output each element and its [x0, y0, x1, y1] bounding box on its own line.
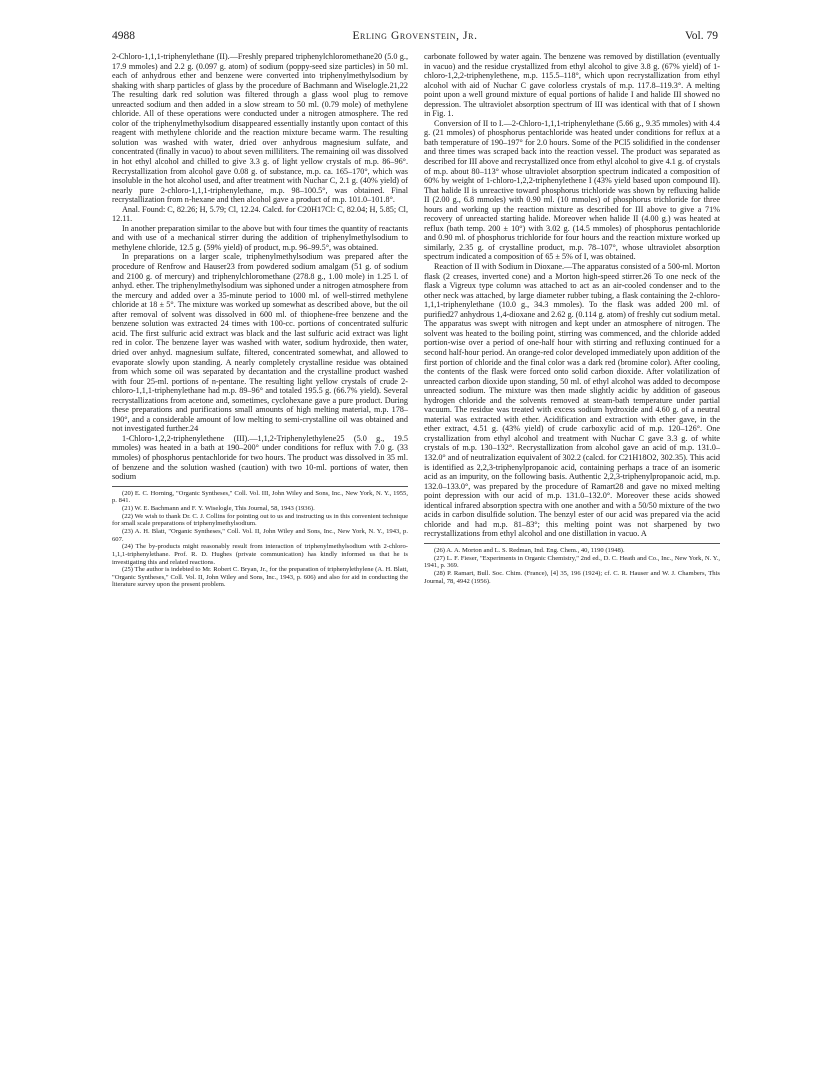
footnote-23: (23) A. H. Blatt, "Organic Syntheses," Coll. Vol. II, John Wiley and Sons, Inc., New York, N. Y., 1943, p. 607.: [112, 527, 408, 543]
paragraph-another-preparation: In another preparation similar to the above but with four times the quantity of reactants and with use of a mechanical stirrer during the addition of triphenylmethylsodium to methylene chloride, 12.5 g. (59% yield) of product, m.p. 96–99.5°, was obtained.: [112, 223, 408, 252]
paragraph-reaction-sodium-dioxane: Reaction of II with Sodium in Dioxane.—The apparatus consisted of a 500-ml. Morton flask (2 creases, inverted cone) and a Morton high-speed stirrer.26 To one neck of the flask a Vigreux type column was attached to act as an air-cooled condenser and to the other neck was attached, by large diameter rubber tubing, a flask containing the 2-chloro-1,1,1-triphenylethane (10.0 g., 34.3 mmoles). To the flask was added 200 ml. of purified27 anhydrous 1,4-dioxane and 2.62 g. (0.114 g. atom) of freshly cut sodium metal. The apparatus was swept with nitrogen and kept under an atmosphere of nitrogen. The solvent was heated to the boiling point, stirring was commenced, and the chloride added portion-wise over a period of one-half hour with stirring and refluxing continued for a second half-hour period. An orange-red color developed immediately upon addition of the first portion of chloride and the final color was a dark red (bromine color). After cooling, the contents of the flask were forced onto solid carbon dioxide. After volatilization of unreacted carbon dioxide upon standing, 50 ml. of ethyl alcohol was added to decompose unreacted sodium. The mixture was then made slightly acidic by addition of gaseous hydrogen chloride and the solvents removed at steam-bath temperature under partial vacuum. The residue was treated with excess sodium hydroxide and 4.60 g. of a neutral material was extracted with ether. Acidification and extraction with ether gave, in the ether extract, 4.51 g. (43% yield) of crude carboxylic acid of m.p. 120–126°. One crystallization from ethyl alcohol and treatment with Nuchar C gave 3.3 g. of white crystals of m.p. 130–132°. Recrystallization from alcohol gave an acid of m.p. 131.0–132.0° and of neutralization equivalent of 302.2 (calcd. for C21H18O2, 302.35). This acid is identified as 2,2,3-triphenylpropanoic acid, containing perhaps a trace of an isomeric acid as an impurity, on the following basis. Authentic 2,2,3-triphenylpropanoic acid, m.p. 132.0–133.0°, was prepared by the procedure of Ramart28 and gave no mixed melting point depression with our acid of m.p. 131.0–132.0°. Moreover these acids showed identical infrared absorption spectra with one another and with a 50/50 mixture of the two acids in carbon disulfide solution. The benzyl ester of our acid was prepared via the acid chloride and had m.p. 81–83°; this melting point was not sharpened by two recrystallizations from ethyl alcohol and one distillation in vacuo. A: [424, 262, 720, 539]
footnote-24: (24) The by-products might reasonably result from interaction of triphenylmethylsodium with 2-chloro-1,1,1-triphenylethane. Prof. R. D. Hughes (private communication) has kindly informed us that he is investigating this and related reactions.: [112, 543, 408, 566]
paragraph-analysis: Anal. Found: C, 82.26; H, 5.79; Cl, 12.24. Calcd. for C20H17Cl: C, 82.04; H, 5.85; Cl, 12.11.: [112, 204, 408, 224]
footnote-26: (26) A. A. Morton and L. S. Redman, Ind. Eng. Chem., 40, 1190 (1948).: [434, 546, 625, 554]
paragraph-larger-scale: In preparations on a larger scale, triphenylmethylsodium was prepared after the procedure of Renfrow and Hauser23 from powdered sodium amalgam (51 g. of sodium and 2100 g. of mercury) and triphenylchloromethane (278.8 g., 1.00 mole) in 1.25 l. of anhyd. ether. The triphenylmethylsodium was siphoned under a nitrogen atmosphere from the mercury and added over a 35-minute period to 1000 ml. of well-stirred methylene chloride at 18 ± 5°. The mixture was worked up somewhat as described above, but the oil after removal of solvent was dissolved in 600 ml. of thiophene-free benzene and the benzene solution was extracted 24 times with 100-cc. portions of concentrated sulfuric acid. The first sulfuric acid extract was black and the last sulfuric acid extract was light red in color. The benzene layer was washed with water, sodium hydroxide, then water, dried over anhyd. magnesium sulfate, filtered, concentrated somewhat, and allowed to evaporate slowly upon standing. A nearly completely crystalline residue was obtained from which some oil was separated by decantation and the crystalline product washed with four 25-ml. portions of n-pentane. The resulting light yellow crystals of crude 2-chloro-1,1,1-triphenylethane had m.p. 89–96° and totaled 195.5 g. (66.7% yield). Several recrystallizations from acetone and, sometimes, cyclohexane gave a pure product. During these preparations and purifications small amounts of high melting material, m.p. 178–190°, and a considerable amount of low melting to semi-crystalline oil was obtained and not investigated further.24: [112, 252, 408, 434]
footnote-27: (27) L. F. Fieser, "Experiments in Organic Chemistry," 2nd ed., D. C. Heath and Co., Inc., New York, N. Y., 1941, p. 369.: [424, 554, 720, 570]
paragraph-conversion-ii-to-i: Conversion of II to I.—2-Chloro-1,1,1-triphenylethane (5.66 g., 9.35 mmoles) with 4.4 g. (21 mmoles) of phosphorus pentachloride was heated under conditions for reflux at a bath temperature of 190–197° for 2.0 hours. Some of the PCl5 solidified in the condenser and three times was scraped back into the reaction vessel. The product was separated as described for III above and recrystallized once from ethyl alcohol to give 4.1 g. of crystals of m.p. about 80–113° whose ultraviolet absorption spectrum indicated a composition of 60% by weight of 1-chloro-1,2,2-triphenylethene I (43% yield based upon compound II). That halide II is unreactive toward phosphorus trichloride was shown by refluxing halide II (2.00 g., 6.8 mmoles) with 0.90 ml. (10 mmoles) of phosphorus trichloride for three hours and working up the reaction mixture as described for III above to give a 71% recovery of unreacted starting halide. Moreover when halide II (4.00 g.) was heated at reflux (bath temp. 200 ± 10°) with 3.02 g. (14.5 mmoles) of phosphorus pentachloride and 0.90 ml. of phosphorus trichloride for four hours and the reaction mixture worked up similarly, 2.35 g. of crystalline product, m.p. 78–107°, whose ultraviolet absorption spectrum indicated a composition of 65 ± 5% of I, was obtained.: [424, 118, 720, 262]
paragraph-carbonate-continuation: carbonate followed by water again. The benzene was removed by distillation (eventually in vacuo) and the residue crystallized from ethyl alcohol to give 3.8 g. (67% yield) of 1-chloro-1,2,2-triphenylethene, m.p. 115.5–118°, which upon recrystallization from ethyl alcohol with aid of Nuchar C gave colorless crystals of m.p. 117.8–119.3°. A melting point upon a well ground mixture of equal portions of halide I and halide III showed no depression. The ultraviolet absorption spectrum of III was identical with that of I shown in Fig. 1.: [424, 52, 720, 119]
footnote-20: (20) E. C. Horning, "Organic Syntheses," Coll. Vol. III, John Wiley and Sons, Inc., New York, N. Y., 1955, p. 841.: [112, 489, 408, 505]
page-header: [112, 30, 718, 44]
right-column: [424, 52, 720, 585]
paragraph-2-chloro-triphenylethane: 2-Chloro-1,1,1-triphenylethane (II).—Freshly prepared triphenylchloromethane20 (5.0 g., 17.9 mmoles) and 2.2 g. (0.097 g. atom) of sodium (poppy-seed size particles) in 50 ml. each of anhydrous ether and benzene were converted into triphenylmethylsodium by shaking with sharp particles of glass by the procedure of Bachmann and Wiselogle.21,22 The resulting dark red solution was filtered through a glass wool plug to remove unreacted sodium and then added in a slow stream to 50 ml. (0.79 mole) of methylene chloride. All of these operations were conducted under a nitrogen atmosphere. The red color of the triphenylmethylsodium disappeared essentially instantly upon contact of this reagent with methylene chloride and the reaction mixture became warm. The resulting solution was washed with water, dried over anhydrous magnesium sulfate, and concentrated (finally in vacuo) to about seven milliliters. The remaining oil was dissolved in hot ethyl alcohol and chilled to give 3.3 g. of light yellow crystals of m.p. 86–96°. Recrystallization from alcohol gave 0.08 g. of substance, m.p. ca. 165–170°, which was insoluble in the hot alcohol used, and after treatment with Nuchar C, 2.1 g. (40% yield) of nearly pure 2-chloro-1,1,1-triphenylethane, m.p. 98–100.5°, was obtained. Final recrystallization from n-hexane and then alcohol gave a product of m.p. 101.0–101.8°.: [112, 52, 408, 205]
running-head: Erling Grovenstein, Jr.: [352, 30, 478, 42]
footnote-28: (28) P. Ramart, Bull. Soc. Chim. (France), [4] 35, 196 (1924); cf. C. R. Hauser and W. J. Chambers, This Journal, 78, 4942 (1956).: [424, 569, 720, 585]
footnote-21: (21) W. E. Bachmann and F. Y. Wiselogle, This Journal, 58, 1943 (1936).: [122, 504, 315, 512]
page-number: 4988: [112, 30, 135, 42]
footnote-rule: [112, 486, 408, 487]
footnote-25: (25) The author is indebted to Mr. Robert C. Bryan, Jr., for the preparation of triphenylethylene (A. H. Blatt, "Organic Syntheses," Coll. Vol. II, John Wiley and Sons, Inc., 1943, p. 606) and also for aid in conducting the literature survey upon the present problem.: [112, 566, 408, 589]
left-column: [112, 52, 408, 589]
volume-label: Vol. 79: [684, 30, 718, 42]
paragraph-1-chloro-triphenylethene: 1-Chloro-1,2,2-triphenylethene (III).—1,1,2-Triphenylethylene25 (5.0 g., 19.5 mmoles) was heated in a bath at 190–200° under conditions for reflux with 7.0 g. (33 mmoles) of phosphorus pentachloride for two hours. The product was dissolved in 35 ml. of benzene and the solution washed (caution) with two 10-ml. portions of water, then sodium: [112, 433, 408, 482]
footnote-22: (22) We wish to thank Dr. C. J. Collins for pointing out to us and instructing us in this convenient technique for small scale preparations of triphenylmethylsodium.: [112, 512, 408, 528]
footnote-rule: [424, 543, 720, 544]
